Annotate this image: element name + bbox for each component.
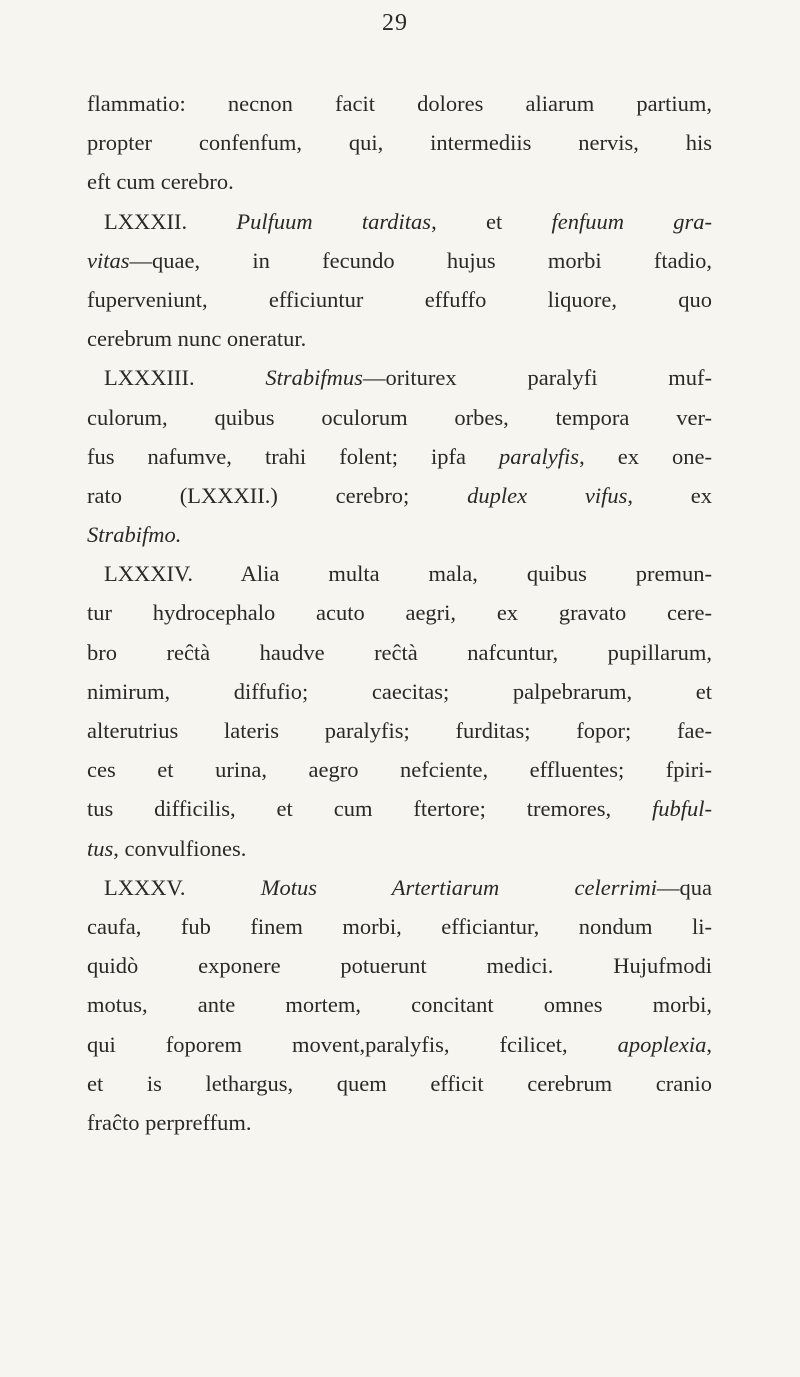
italic-text: Pulfuum tarditas <box>236 208 432 234</box>
text-run: rato (LXXXII.) cerebro; <box>87 482 468 508</box>
text-line <box>87 241 712 280</box>
italic-text: Strabifmo. <box>87 522 182 548</box>
text-run: cerebrum nunc oneratur. <box>87 326 307 352</box>
text-line <box>87 162 712 201</box>
text-run: LXXXIII. <box>104 365 266 391</box>
text-run: qui foporem movent,paralyfis, fcilicet, <box>87 1031 618 1057</box>
text-line <box>87 280 712 319</box>
text-run: propter confenfum, qui, intermediis nervis, his <box>87 130 712 156</box>
italic-text: paralyfis <box>499 443 580 469</box>
text-run: bro reĉtà haudve reĉtà nafcuntur, pupillarum, <box>87 639 712 665</box>
text-run: alterutrius lateris paralyfis; furditas; fopor; fae- <box>87 718 712 743</box>
text-run: , ex one- <box>579 443 713 469</box>
text-line <box>87 1025 712 1064</box>
italic-text: Strabifmus <box>265 365 363 391</box>
text-run: LXXXII. <box>104 208 237 234</box>
text-run: —quae, in fecundo hujus morbi ftadio, <box>129 247 712 273</box>
text-line <box>87 398 712 437</box>
text-line <box>87 515 712 554</box>
text-line <box>87 437 712 476</box>
body-text <box>87 84 712 1142</box>
text-line <box>87 750 712 789</box>
text-line <box>87 554 712 593</box>
text-run: LXXXIV. Alia multa mala, quibus premun- <box>104 561 712 587</box>
italic-text: tus <box>87 835 114 861</box>
italic-text: Motus Artertiarum celerrimi <box>260 874 657 900</box>
text-line <box>87 1064 712 1103</box>
text-line <box>87 84 712 123</box>
italic-text: duplex vifus <box>467 482 628 508</box>
text-run: LXXXV. <box>104 874 261 900</box>
text-line <box>87 907 712 946</box>
italic-text: fenfuum gra- <box>551 208 712 234</box>
text-line <box>87 202 712 241</box>
text-run: motus, ante mortem, concitant omnes morbi, <box>87 992 712 1018</box>
text-run: , ex <box>627 482 712 508</box>
italic-text: vitas <box>87 247 130 273</box>
text-run: caufa, fub finem morbi, efficiantur, nondum li- <box>87 913 712 939</box>
text-run: eft cum cerebro. <box>87 169 234 195</box>
text-run: tus difficilis, et cum ftertore; tremores, <box>87 796 652 822</box>
text-run: nimirum, diffufio; caecitas; palpebrarum, et <box>87 678 712 704</box>
text-line <box>87 789 712 828</box>
text-line <box>87 868 712 907</box>
text-run: culorum, quibus oculorum orbes, tempora ver- <box>87 404 712 430</box>
text-run: ces et urina, aegro nefciente, effluentes; fpiri- <box>87 757 712 783</box>
italic-text: fubful- <box>652 796 712 822</box>
text-line <box>87 358 712 397</box>
text-line <box>87 985 712 1024</box>
text-run: —oriturex paralyfi muf- <box>362 365 713 391</box>
text-line <box>87 1103 712 1142</box>
text-run: , <box>706 1031 712 1057</box>
text-run: fus nafumve, trahi folent; ipfa <box>87 443 500 469</box>
text-line <box>87 672 712 711</box>
text-run: tur hydrocephalo acuto aegri, ex gravato cere- <box>87 600 712 626</box>
text-run: flammatio: necnon facit dolores aliarum partium, <box>87 91 712 116</box>
text-run: , et <box>431 208 552 234</box>
text-line <box>87 476 712 515</box>
text-run: fuperveniunt, efficiuntur effuffo liquore, quo <box>87 286 712 312</box>
italic-text: apoplexia <box>617 1031 707 1057</box>
text-line <box>87 711 712 750</box>
page-number: 29 <box>382 10 408 36</box>
text-run: et is lethargus, quem efficit cerebrum cranio <box>87 1070 712 1096</box>
text-line <box>87 946 712 985</box>
text-run: quidò exponere potuerunt medici. Hujufmodi <box>87 953 712 979</box>
text-run: , convulfiones. <box>113 835 247 861</box>
text-line <box>87 633 712 672</box>
text-line <box>87 593 712 632</box>
text-line <box>87 319 712 358</box>
text-line <box>87 123 712 162</box>
text-run: fraĉto perpreffum. <box>87 1109 252 1135</box>
text-run: —qua <box>657 874 712 900</box>
text-line <box>87 829 712 868</box>
